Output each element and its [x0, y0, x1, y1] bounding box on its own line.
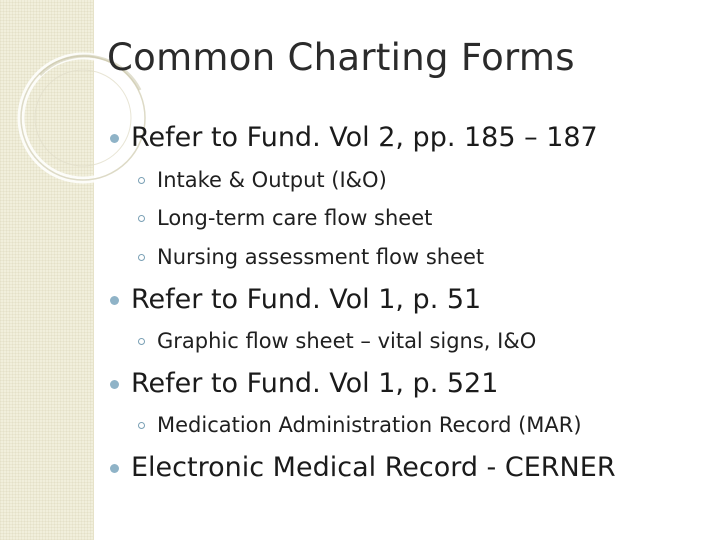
- sub-bullet-item: [157, 206, 432, 230]
- sub-bullet-ring-icon: [138, 177, 145, 184]
- slide-title: Common Charting Forms: [107, 36, 575, 79]
- sub-bullet-item: [157, 245, 484, 269]
- bullet-dot-icon: [110, 134, 119, 143]
- sub-bullet-text: Intake & Output (I&O): [157, 168, 387, 192]
- bullet-dot-icon: [110, 380, 119, 389]
- sub-bullet-text: Long-term care flow sheet: [157, 206, 433, 230]
- sub-bullet-ring-icon: [138, 422, 145, 429]
- sub-bullet-ring-icon: [138, 338, 145, 345]
- bullet-item: [131, 452, 616, 483]
- sub-bullet-text: Medication Administration Record (MAR): [157, 413, 582, 437]
- bullet-text: Refer to Fund. Vol 1, p. 521: [131, 368, 499, 399]
- sub-bullet-item: [157, 413, 582, 437]
- bullet-dot-icon: [110, 464, 119, 473]
- sub-bullet-item: [157, 329, 536, 353]
- bullet-item: [131, 122, 598, 153]
- sub-bullet-item: [157, 168, 387, 192]
- sub-bullet-text: Nursing assessment flow sheet: [157, 245, 485, 269]
- bullet-item: [131, 284, 481, 315]
- bullet-text: Electronic Medical Record - CERNER: [131, 452, 616, 483]
- sub-bullet-text: Graphic flow sheet – vital signs, I&O: [157, 329, 537, 353]
- bullet-dot-icon: [110, 296, 119, 305]
- bullet-text: Refer to Fund. Vol 2, pp. 185 – 187: [131, 122, 598, 153]
- sub-bullet-ring-icon: [138, 215, 145, 222]
- bullet-text: Refer to Fund. Vol 1, p. 51: [131, 284, 482, 315]
- bullet-item: [131, 368, 498, 399]
- sub-bullet-ring-icon: [138, 254, 145, 261]
